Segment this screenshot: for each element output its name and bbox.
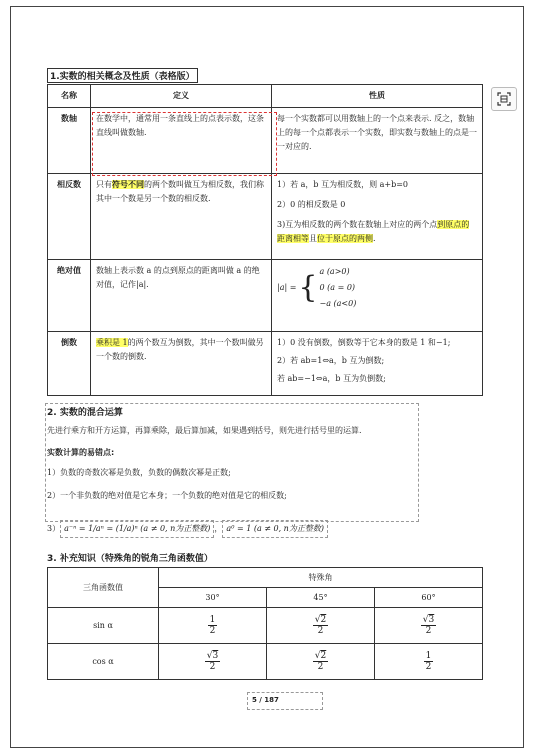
- selection-box: [92, 112, 277, 176]
- scan-icon: [497, 92, 511, 106]
- table-header-row: [48, 85, 483, 108]
- section2-subtitle: 实数计算的易错点:: [47, 448, 115, 457]
- cos-30: $\frac{√3}{2}$: [159, 644, 267, 680]
- table-row: [48, 174, 483, 260]
- row-definition: 乘积是 1的两个数互为倒数，其中一个数叫做另一个数的倒数.: [91, 332, 272, 396]
- abs-formula: |a| = { a (a>0) 0 (a = 0) −a (a<0): [277, 267, 357, 308]
- header-name: 名称: [48, 85, 91, 108]
- table-row: [48, 608, 483, 644]
- section2-point-1: 1）负数的奇数次幂是负数，负数的偶数次幂是正数;: [47, 468, 231, 477]
- exponent-formula: a⁻ⁿ = 1/aⁿ = (1/a)ⁿ (a ≠ 0, n为正整数): [60, 520, 214, 538]
- header-properties: 性质: [272, 85, 483, 108]
- row-name-reciprocal: 倒数: [48, 332, 91, 396]
- header-angle: 特殊角: [159, 568, 483, 588]
- highlight-text: 位于原点的两侧: [317, 234, 373, 243]
- row-property: 每一个实数都可以用数轴上的一个点来表示. 反之，数轴上的每一个点都表示一个实数，即实数与数轴上的点是一一对应的.: [272, 108, 483, 174]
- table-row: [48, 332, 483, 396]
- table-row: [48, 644, 483, 680]
- table-row: [48, 260, 483, 332]
- angle-45: 45°: [267, 588, 375, 608]
- row-property: 1）若 a，b 互为相反数，则 a+b=0 2）0 的相反数是 0 3)互为相反数的两个数在数轴上对应的两个点到原点的距离相等且位于原点的两侧.: [272, 174, 483, 260]
- section3-title: 3. 补充知识（特殊角的锐角三角函数值）: [47, 554, 213, 564]
- highlight-text: 符号不同: [112, 180, 144, 189]
- row-property: 1）0 没有倒数，倒数等于它本身的数是 1 和−1; 2）若 ab=1⇔a，b 互为倒数; 若 ab=−1⇔a，b 互为负倒数;: [272, 332, 483, 396]
- section2-point-3: 3） a⁻ⁿ = 1/aⁿ = (1/a)ⁿ (a ≠ 0, n为正整数) ， a⁰ = 1 (a ≠ 0, n为正整数): [47, 520, 328, 538]
- row-name-number-line: 数轴: [48, 108, 91, 174]
- page-number: 5 / 187: [252, 696, 279, 704]
- section2-point-2: 2）一个非负数的绝对值是它本身；一个负数的绝对值是它的相反数;: [47, 491, 287, 500]
- sin-30: $\frac{1}{2}$: [159, 608, 267, 644]
- selection-box: [45, 403, 419, 522]
- fn-cos: cos α: [48, 644, 159, 680]
- cos-60: $\frac{1}{2}$: [375, 644, 483, 680]
- section2-text: 先进行乘方和开方运算，再算乘除，最后算加减，如果遇到括号，则先进行括号里的运算.: [47, 426, 362, 435]
- header-fn: 三角函数值: [48, 568, 159, 608]
- scan-button[interactable]: [491, 87, 517, 111]
- section2-title: 2. 实数的混合运算: [47, 408, 123, 418]
- cos-45: $\frac{√2}{2}$: [267, 644, 375, 680]
- header-definition: 定义: [91, 85, 272, 108]
- row-definition: 只有符号不同的两个数叫做互为相反数，我们称其中一个数是另一个数的相反数.: [91, 174, 272, 260]
- row-definition: 数轴上表示数 a 的点到原点的距离叫做 a 的绝对值，记作|a|.: [91, 260, 272, 332]
- sin-45: $\frac{√2}{2}$: [267, 608, 375, 644]
- zero-exponent-formula: a⁰ = 1 (a ≠ 0, n为正整数): [222, 520, 328, 538]
- row-definition: 在数学中，通常用一条直线上的点表示数，这条直线叫做数轴.: [91, 108, 272, 174]
- angle-30: 30°: [159, 588, 267, 608]
- row-name-absolute: 绝对值: [48, 260, 91, 332]
- row-property: [272, 260, 483, 332]
- row-name-opposite: 相反数: [48, 174, 91, 260]
- highlight-text: 到原点的距离相等: [277, 220, 470, 243]
- angle-60: 60°: [375, 588, 483, 608]
- trig-table: [47, 567, 483, 680]
- section1-title: 1.实数的相关概念及性质（表格版）: [47, 68, 198, 83]
- fn-sin: sin α: [48, 608, 159, 644]
- highlight-text: 乘积是 1: [96, 338, 128, 347]
- table-header-row: [48, 568, 483, 588]
- sin-60: $\frac{√3}{2}$: [375, 608, 483, 644]
